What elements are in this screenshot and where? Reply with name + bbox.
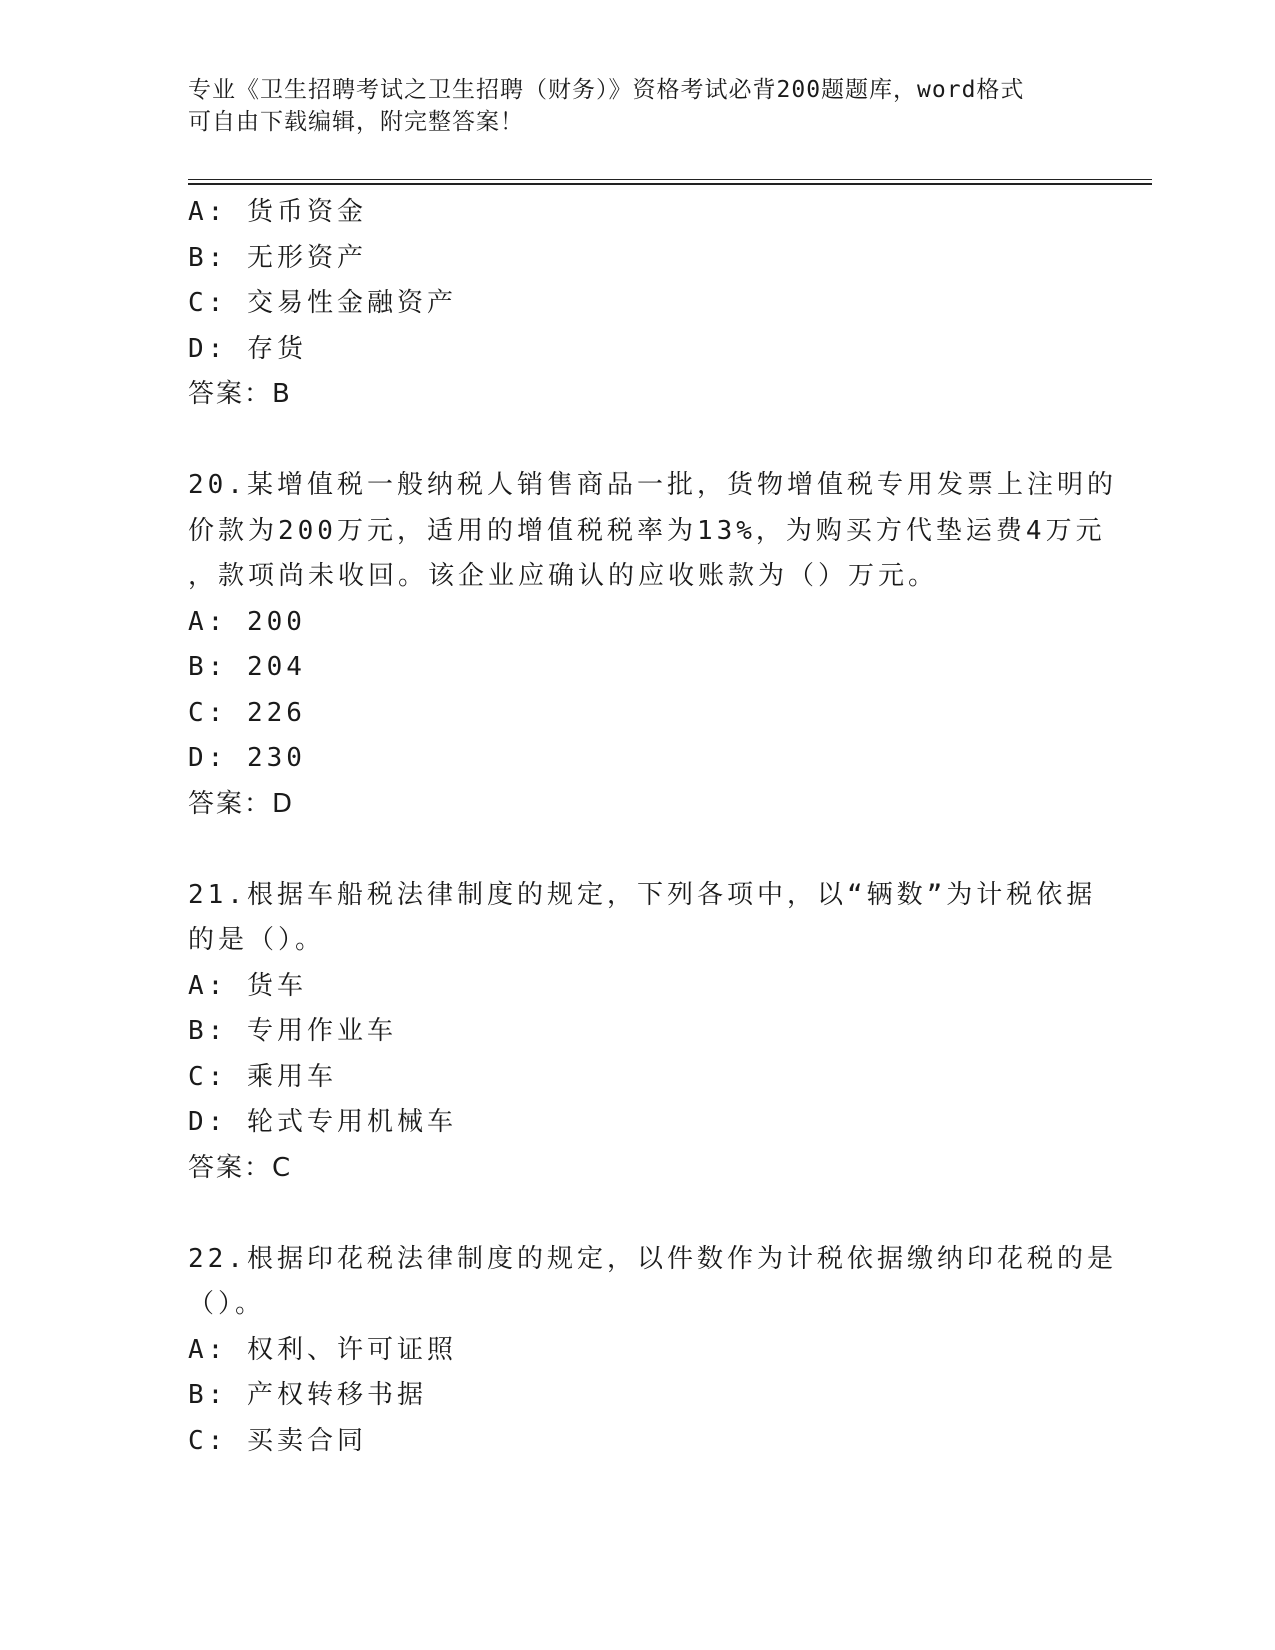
document-header [188, 74, 1068, 138]
option-c: C: 交易性金融资产 [188, 288, 457, 318]
option-a: A: 200 [188, 606, 306, 637]
header-line-2: 可自由下载编辑，附完整答案！ [188, 109, 524, 135]
option-b: B: 产权转移书据 [188, 1380, 427, 1410]
option-b: B: 无形资产 [188, 242, 367, 273]
question-text-line: （）。 [188, 1289, 266, 1319]
option-c: C: 买卖合同 [188, 1425, 367, 1456]
question-19 [188, 190, 1088, 418]
header-rule-thin [188, 179, 1152, 180]
question-text-line: ，款项尚未收回。该企业应确认的应收账款为（）万元。 [188, 561, 939, 591]
option-b: B: 专用作业车 [188, 1016, 397, 1046]
option-d: D: 230 [188, 743, 306, 773]
question-text-line: 价款为200万元，适用的增值税税率为13%，为购买方代垫运费4万元 [188, 515, 1106, 546]
option-d: D: 轮式专用机械车 [188, 1107, 457, 1137]
option-a: A: 货币资金 [188, 197, 367, 227]
option-c: C: 226 [188, 697, 306, 728]
question-20 [188, 463, 1117, 827]
question-text-line: 20.某增值税一般纳税人销售商品一批，货物增值税专用发票上注明的 [188, 470, 1117, 500]
question-text-line: 的是（）。 [188, 925, 326, 955]
header-line-1: 专业《卫生招聘考试之卫生招聘（财务）》资格考试必背200题题库，word格式 [188, 77, 1025, 103]
answer-line: 答案：B [188, 379, 292, 409]
answer-line: 答案：D [188, 788, 295, 819]
question-22 [188, 1237, 1117, 1465]
option-b: B: 204 [188, 652, 306, 682]
header-rule-thick [188, 183, 1152, 185]
spacer [188, 1191, 1088, 1237]
option-c: C: 乘用车 [188, 1061, 337, 1092]
option-d: D: 存货 [188, 333, 307, 364]
document-body [188, 190, 1117, 1464]
spacer [188, 827, 1088, 873]
question-text-line: 21.根据车船税法律制度的规定，下列各项中，以“辆数”为计税依据 [188, 879, 1097, 910]
answer-line: 答案：C [188, 1152, 293, 1183]
option-a: A: 货车 [188, 970, 307, 1001]
question-text-line: 22.根据印花税法律制度的规定，以件数作为计税依据缴纳印花税的是 [188, 1243, 1117, 1274]
option-a: A: 权利、许可证照 [188, 1334, 457, 1365]
spacer [188, 418, 1088, 464]
question-21 [188, 873, 1097, 1192]
